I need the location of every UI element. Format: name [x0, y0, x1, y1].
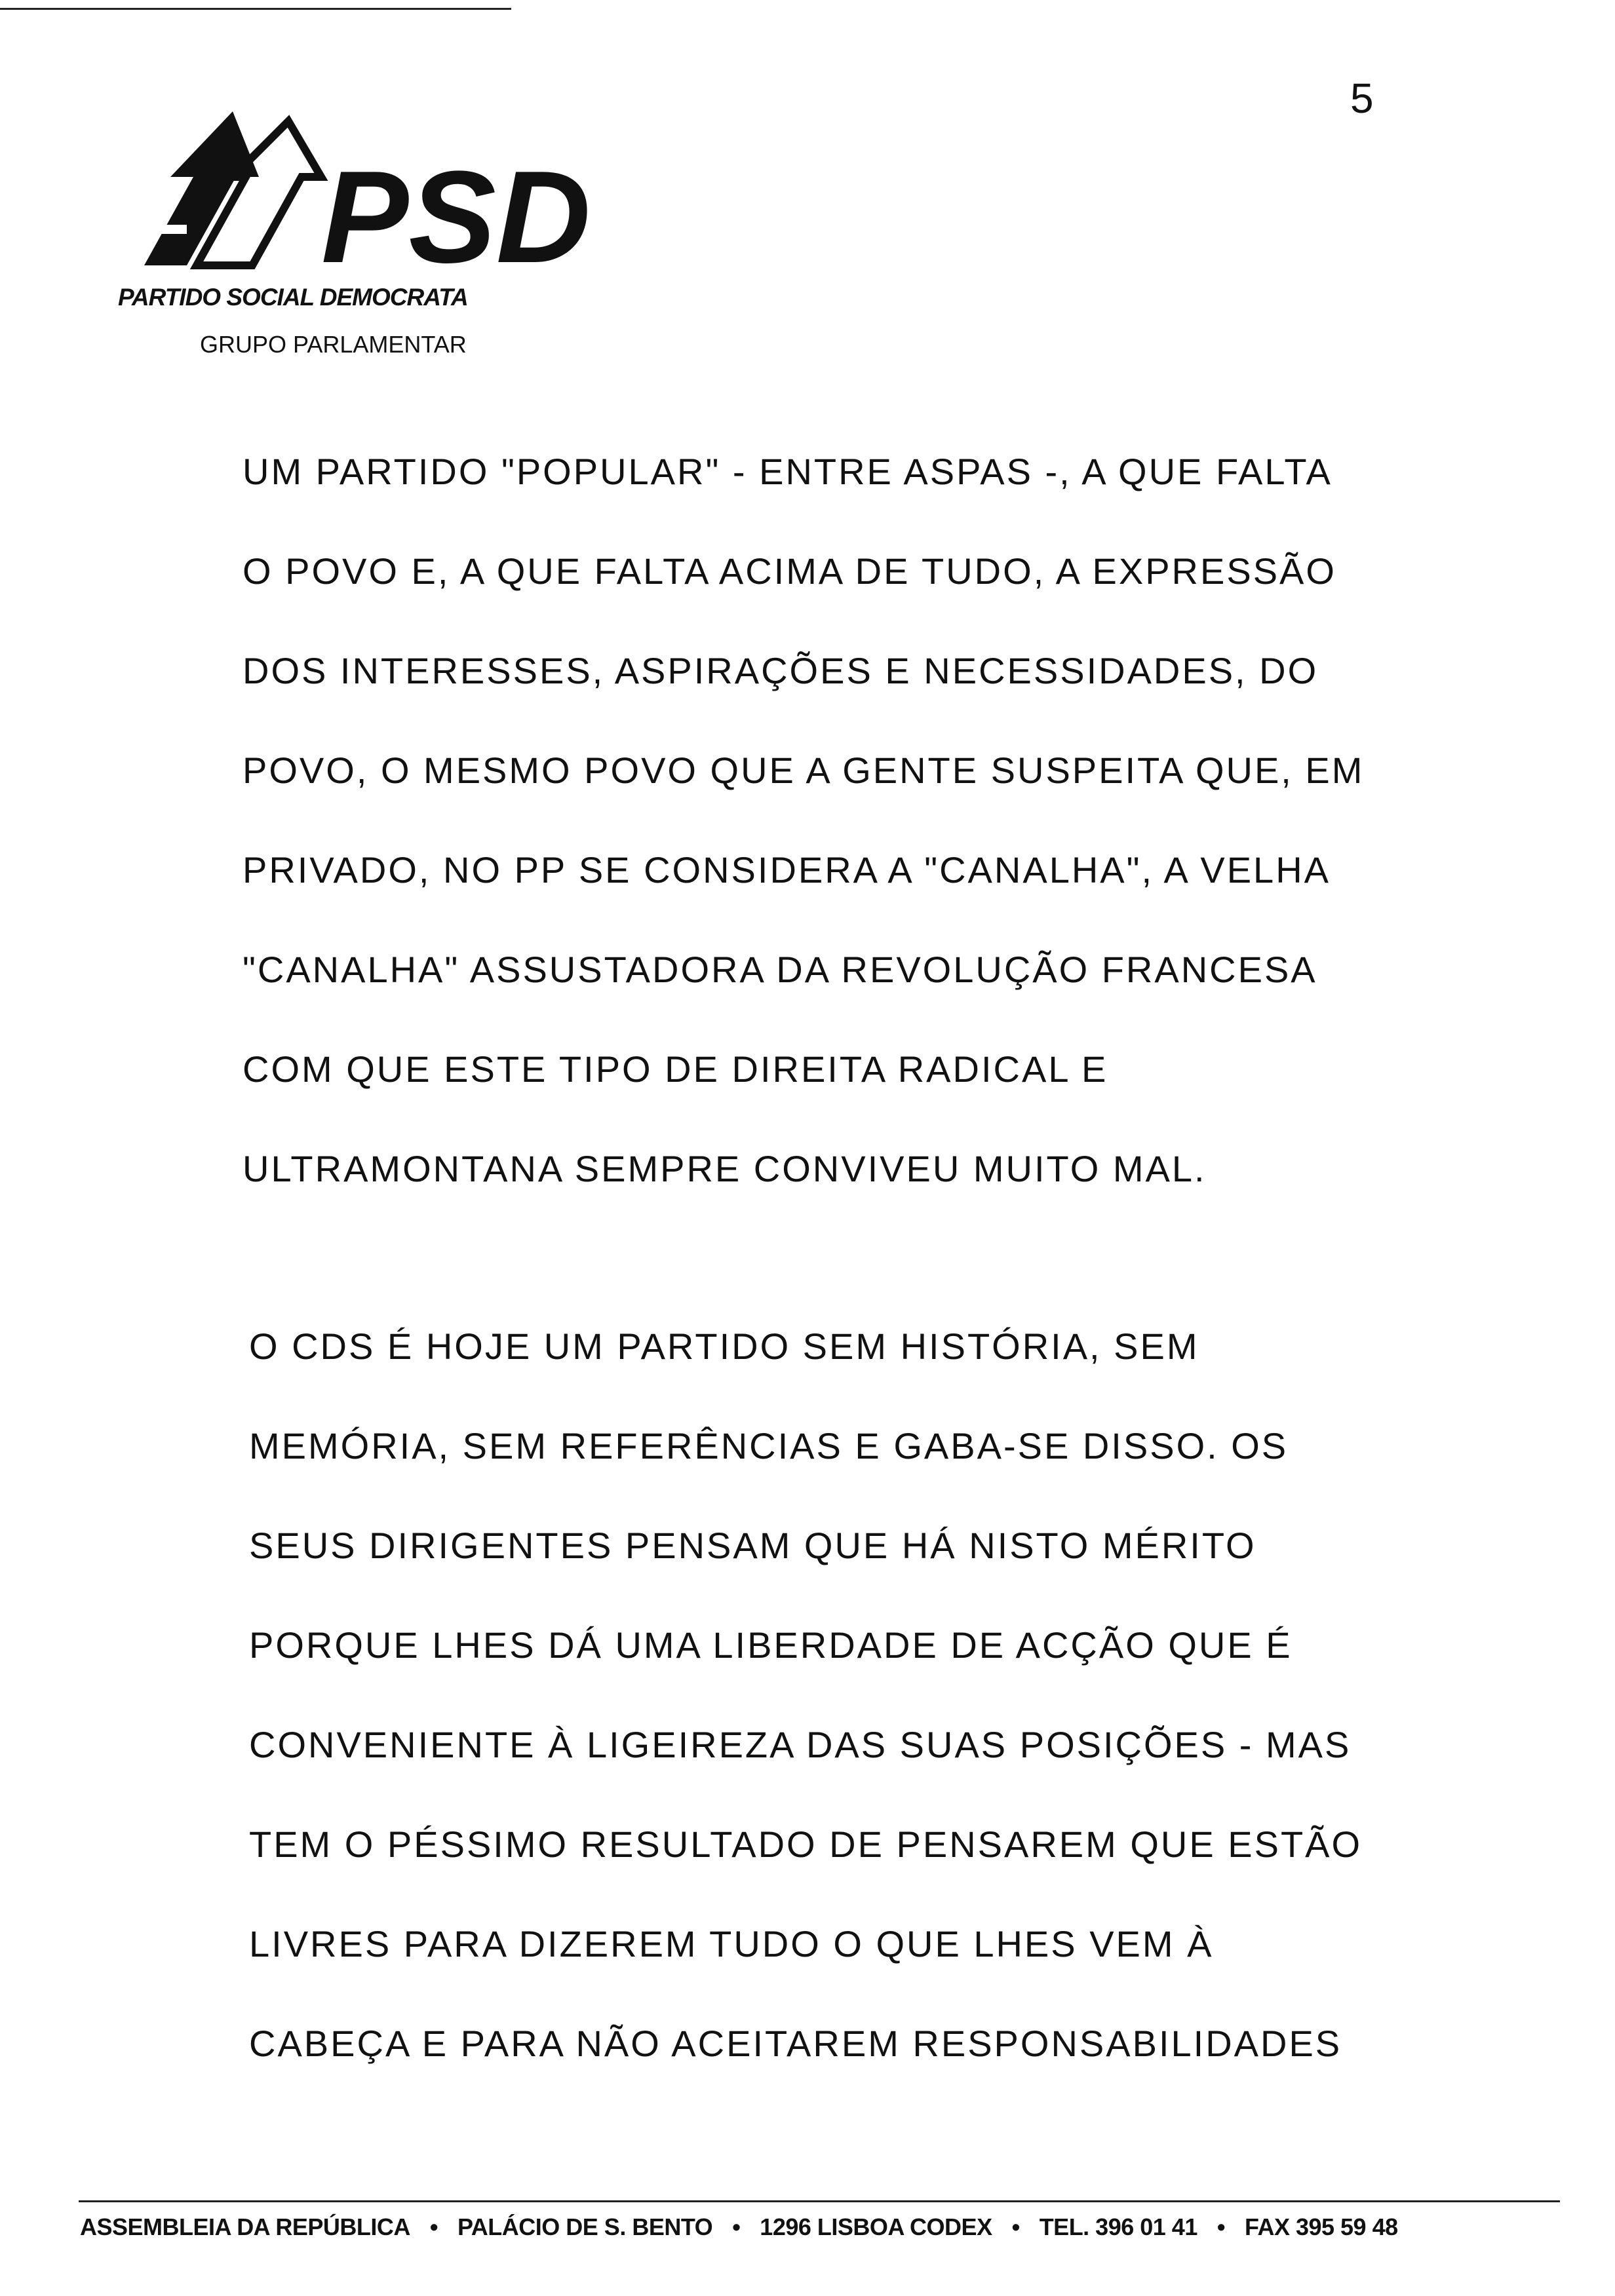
footer-fax: FAX 395 59 48 — [1244, 2213, 1398, 2240]
psd-arrows-logo-icon — [125, 98, 596, 275]
text-line: PRIVADO, NO PP SE CONSIDERA A "CANALHA", A VELHA — [243, 849, 1331, 890]
text-line: CONVENIENTE À LIGEIREZA DAS SUAS POSIÇÕES - MAS — [249, 1724, 1352, 1765]
text-line: POVO, O MESMO POVO QUE A GENTE SUSPEITA QUE, EM — [243, 750, 1365, 791]
psd-wordmark: PSD — [321, 144, 591, 275]
footer-separator: • — [732, 2213, 741, 2240]
text-line: DOS INTERESSES, ASPIRAÇÕES E NECESSIDADES, DO — [243, 650, 1319, 691]
text-line: PORQUE LHES DÁ UMA LIBERDADE DE ACÇÃO QUE É — [249, 1624, 1293, 1666]
text-line: MEMÓRIA, SEM REFERÊNCIAS E GABA-SE DISSO. OS — [249, 1425, 1289, 1466]
text-line: ULTRAMONTANA SEMPRE CONVIVEU MUITO MAL. — [243, 1148, 1207, 1189]
page-number: 5 — [1350, 75, 1374, 122]
text-line: LIVRES PARA DIZEREM TUDO O QUE LHES VEM À — [249, 1923, 1214, 1964]
psd-logo — [125, 98, 596, 275]
text-line: O POVO E, A QUE FALTA ACIMA DE TUDO, A EXPRESSÃO — [243, 550, 1336, 592]
footer-separator: • — [429, 2213, 438, 2240]
text-line: "CANALHA" ASSUSTADORA DA REVOLUÇÃO FRANCESA — [243, 949, 1317, 990]
footer-city: 1296 LISBOA CODEX — [760, 2213, 992, 2240]
top-scan-rule — [0, 8, 511, 10]
text-line: CABEÇA E PARA NÃO ACEITAREM RESPONSABILIDADES — [249, 2023, 1342, 2064]
text-line: O CDS É HOJE UM PARTIDO SEM HISTÓRIA, SEM — [249, 1326, 1199, 1367]
text-line: TEM O PÉSSIMO RESULTADO DE PENSAREM QUE ESTÃO — [249, 1824, 1363, 1865]
footer-address — [80, 2213, 1398, 2241]
footer-separator: • — [1011, 2213, 1020, 2240]
footer-palace: PALÁCIO DE S. BENTO — [457, 2213, 713, 2240]
parliamentary-group: GRUPO PARLAMENTAR — [200, 331, 467, 358]
footer-rule — [79, 2200, 1560, 2202]
text-line: COM QUE ESTE TIPO DE DIREITA RADICAL E — [243, 1048, 1108, 1090]
paragraph-1 — [243, 452, 1409, 1249]
footer-separator: • — [1216, 2213, 1225, 2240]
text-line: UM PARTIDO "POPULAR" - ENTRE ASPAS -, A QUE FALTA — [243, 451, 1333, 492]
footer-institution: ASSEMBLEIA DA REPÚBLICA — [80, 2213, 410, 2240]
footer-phone: TEL. 396 01 41 — [1039, 2213, 1197, 2240]
text-line: SEUS DIRIGENTES PENSAM QUE HÁ NISTO MÉRITO — [249, 1525, 1256, 1566]
party-name: PARTIDO SOCIAL DEMOCRATA — [118, 284, 468, 311]
paragraph-2 — [249, 1327, 1416, 2124]
